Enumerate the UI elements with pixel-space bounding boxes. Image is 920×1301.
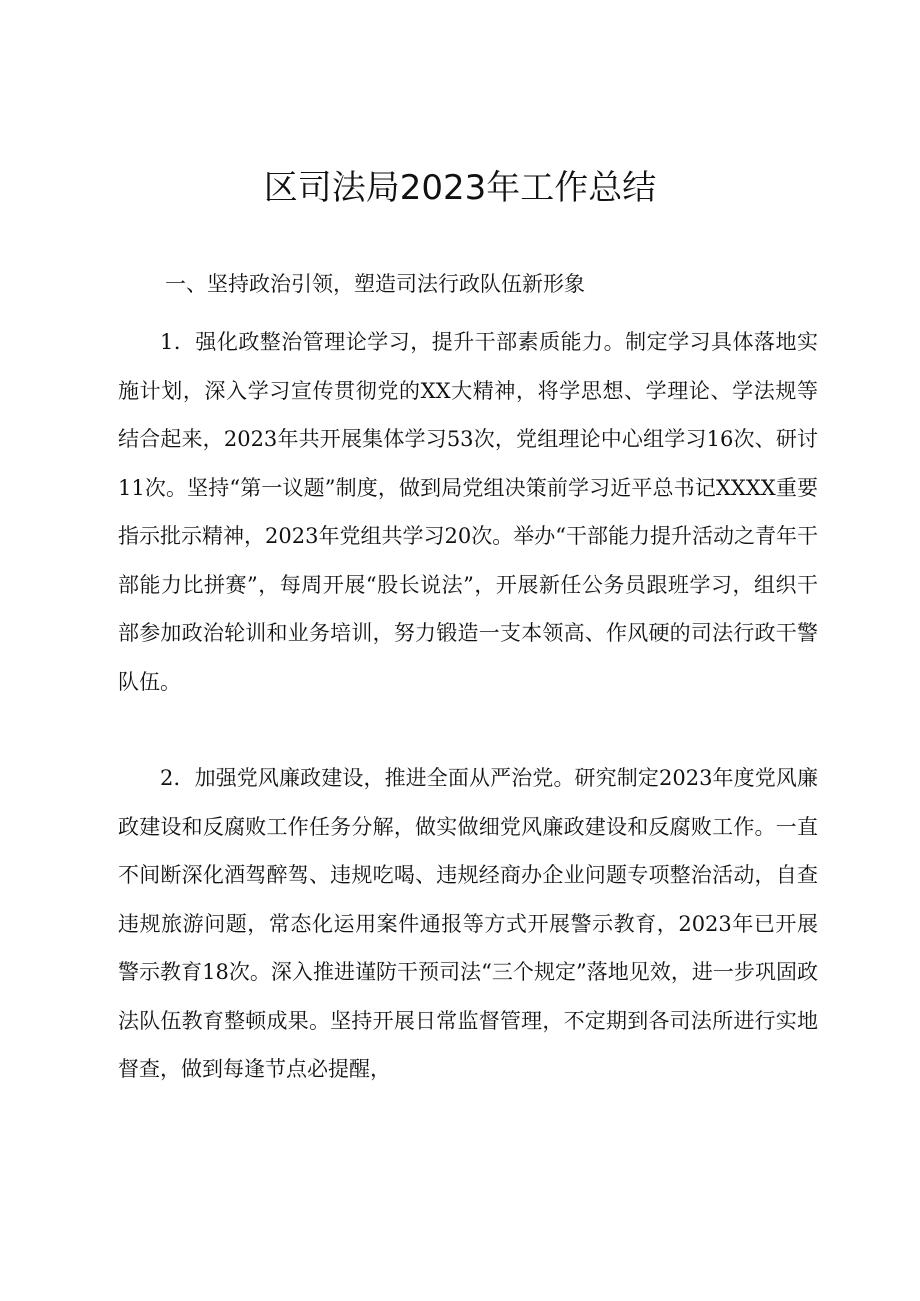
document-title: 区司法局2023年工作总结 [263, 168, 657, 208]
paragraph-1: 1．强化政整治管理论学习，提升干部素质能力。制定学习具体落地实施计划，深入学习宣传贯彻党的XX大精神，将学思想、学理论、学法规等结合起来，2023年共开展集体学习53次，党组理论中心组学习16次、研讨11次。坚持“第一议题”制度，做到局党组决策前学习近平总书记XXXX重要指示批示精神，2023年党组共学习20次。举办“干部能力提升活动之青年干部能力比拼赛”，每周开展“股长说法”，开展新任公务员跟班学习，组织干部参加政治轮训和业务培训，努力锻造一支本领高、作风硬的司法行政干警队伍。 [118, 330, 818, 694]
section-heading: 一、坚持政治引领，塑造司法行政队伍新形象 [165, 272, 585, 296]
paragraph-2: 2．加强党风廉政建设，推进全面从严治党。研究制定2023年度党风廉政建设和反腐败工作任务分解，做实做细党风廉政建设和反腐败工作。一直不间断深化酒驾醉驾、违规吃喝、违规经商办企业问题专项整治活动，自查违规旅游问题，常态化运用案件通报等方式开展警示教育，2023年已开展警示教育18次。深入推进谨防干预司法“三个规定”落地见效，进一步巩固政法队伍教育整顿成果。坚持开展日常监督管理，不定期到各司法所进行实地督查，做到每逢节点必提醒， [118, 766, 818, 1081]
